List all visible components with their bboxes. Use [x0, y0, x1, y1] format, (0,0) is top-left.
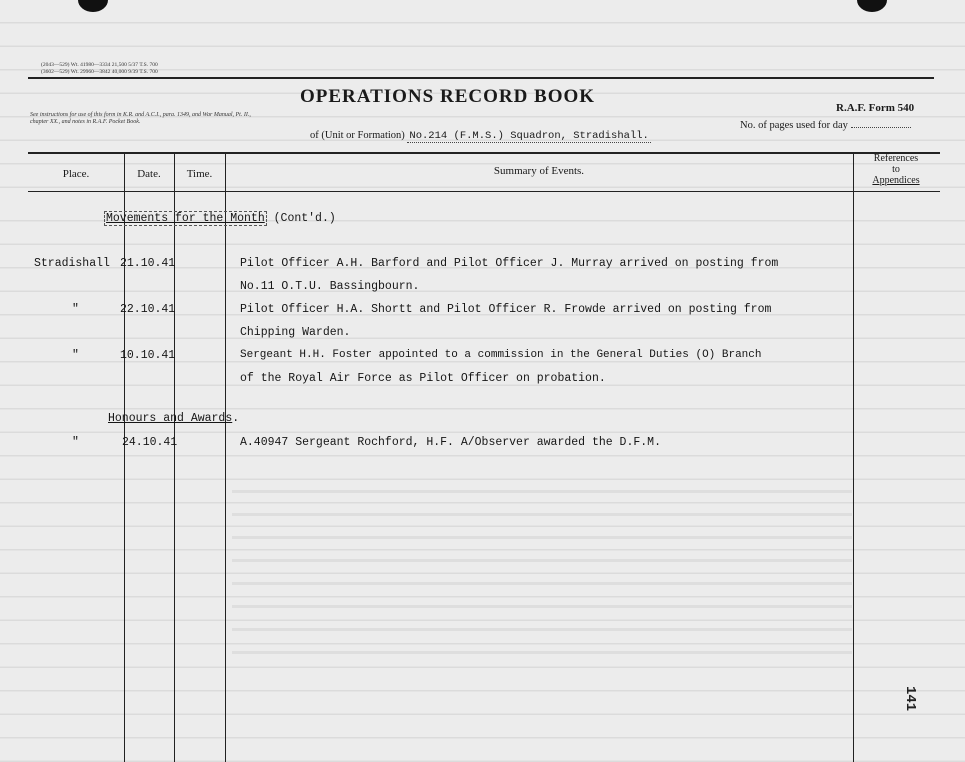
header-bottom-rule: [28, 191, 940, 192]
entry-place: Stradishall: [34, 257, 110, 270]
page-title: OPERATIONS RECORD BOOK: [300, 86, 596, 107]
top-rule: [28, 77, 934, 79]
entry-date: 22.10.41: [120, 303, 176, 316]
entry-summary-line: Sergeant H.H. Foster appointed to a commission in the General Duties (O) Branch: [240, 349, 762, 361]
entry-place: ": [72, 436, 79, 449]
entry-summary-line: Pilot Officer A.H. Barford and Pilot Officer J. Murray arrived on posting from: [240, 257, 779, 270]
col-header-place: Place.: [62, 168, 90, 180]
unit-line: [310, 130, 651, 142]
pages-label: No. of pages used for day: [740, 120, 848, 131]
pages-used: [740, 120, 911, 131]
entry-summary-line: Chipping Warden.: [240, 326, 351, 339]
entry-place: ": [72, 303, 79, 316]
entry-summary-line: A.40947 Sergeant Rochford, H.F. A/Observer awarded the D.F.M.: [240, 436, 661, 449]
folio-stamp: 141: [902, 686, 918, 712]
section-heading-movements: Movements for the Month (Cont'd.): [106, 212, 336, 225]
entry-date: 21.10.41: [120, 257, 176, 270]
section-heading-honours: Honours and Awards.: [108, 412, 240, 425]
unit-value: No.214 (F.M.S.) Squadron, Stradishall.: [409, 130, 649, 142]
entry-summary-line: of the Royal Air Force as Pilot Officer on probation.: [240, 372, 606, 385]
show-through-texture: [232, 490, 852, 660]
table-top-rule: [28, 152, 940, 154]
col-divider-summary: [853, 152, 854, 762]
form-instructions: See instructions for use of this form in K.R. and A.C.I., para. 1349, and War Manual, Pt. II., chapter XX., and notes in R.A.F. Pocket Book.: [30, 112, 251, 125]
col-divider-place: [124, 152, 125, 762]
col-header-summary: Summary of Events.: [493, 165, 585, 177]
col-header-time: Time.: [186, 168, 213, 180]
entry-summary-line: No.11 O.T.U. Bassingbourn.: [240, 280, 420, 293]
col-divider-time: [225, 152, 226, 762]
col-header-references: References to Appendices: [872, 153, 920, 186]
print-code: (2043—529) Wt. 41980—3334 21,500 5/37 T.S. 700 (3602—529) Wt. 29960—3842 40,000 9/39 T.S. 700: [41, 62, 158, 75]
unit-label: of (Unit or Formation): [310, 130, 405, 141]
col-header-date: Date.: [137, 168, 161, 180]
entry-summary-line: Pilot Officer H.A. Shortt and Pilot Officer R. Frowde arrived on posting from: [240, 303, 772, 316]
entry-date: 24.10.41: [122, 436, 178, 449]
form-number: R.A.F. Form 540: [836, 102, 915, 114]
entry-date: 10.10.41: [120, 349, 176, 362]
punch-hole-left: [78, 0, 108, 12]
pages-blank: [851, 127, 911, 128]
col-divider-date: [174, 152, 175, 762]
punch-hole-right: [857, 0, 887, 12]
entry-place: ": [72, 349, 79, 362]
